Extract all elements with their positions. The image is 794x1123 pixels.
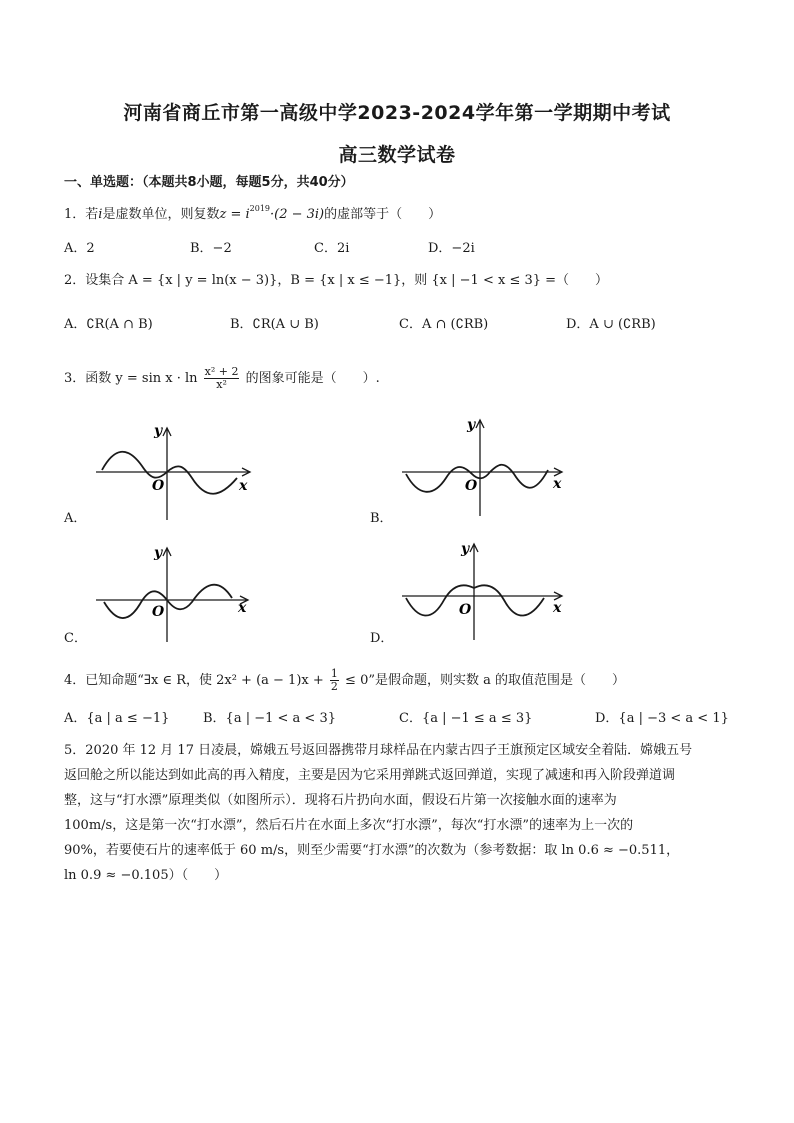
q4-fraction bbox=[330, 668, 339, 693]
q4-frac-num: 1 bbox=[330, 667, 338, 680]
q4-option-b: B．{a | −1 < a < 3} bbox=[203, 711, 336, 726]
q1-option-d: D．−2i bbox=[428, 241, 475, 256]
q4-option-c: C．{a | −1 ≤ a ≤ 3} bbox=[399, 711, 533, 726]
q2-option-a: A．∁R(A ∩ B) bbox=[64, 317, 153, 332]
q2-option-b: B．∁R(A ∪ B) bbox=[230, 317, 319, 332]
curve bbox=[406, 585, 544, 615]
exam-subtitle: 高三数学试卷 bbox=[338, 144, 456, 166]
q3-fraction bbox=[204, 366, 240, 391]
q4-frac-den: 2 bbox=[330, 680, 338, 693]
q5-paragraph bbox=[64, 738, 734, 888]
q5-line: 整，这与“打水漂”原理类似（如图所示）．现将石片扔向水面，假设石片第一次接触水面的速率为 bbox=[64, 793, 617, 808]
q3-stem-b: 的图象可能是（ ）. bbox=[245, 371, 380, 386]
q1-option-a: A．2 bbox=[64, 241, 95, 256]
q5-line: ln 0.9 ≈ −0.105）（ ） bbox=[64, 868, 228, 883]
q4-stem-a: 4．已知命题“∃x ∈ R，使 2x² + (a − 1)x + bbox=[64, 673, 324, 688]
q1-expr: z = i bbox=[219, 207, 250, 222]
q1-expr2: ·(2 − 3i) bbox=[270, 207, 325, 222]
axis-label-y: y bbox=[154, 545, 163, 561]
axis-label-x: x bbox=[553, 476, 562, 492]
origin-label: O bbox=[152, 478, 165, 494]
q1-exponent: 2019 bbox=[249, 204, 270, 213]
q4-option-d: D．{a | −3 < a < 1} bbox=[595, 711, 729, 726]
q3-option-c: C． bbox=[64, 631, 87, 646]
q2-option-d: D．A ∪ (∁RB) bbox=[566, 317, 656, 332]
q3-option-b: B． bbox=[370, 511, 393, 526]
q2-option-c: C．A ∩ (∁RB) bbox=[399, 317, 489, 332]
origin-label: O bbox=[459, 602, 472, 618]
q1-stem-b: i bbox=[98, 207, 103, 222]
q5-line: 返回舱之所以能达到如此高的再入精度，主要是因为它采用弹跳式返回弹道，实现了减速和再入阶段弹道调 bbox=[64, 768, 676, 783]
q3-graph-d bbox=[398, 538, 573, 643]
q3-graph-b bbox=[398, 414, 573, 519]
axis-label-x: x bbox=[239, 478, 248, 494]
section-heading: 一、单选题：（本题共8小题，每题5分，共40分） bbox=[64, 175, 354, 190]
q5-line: 5．2020 年 12 月 17 日凌晨，嫦娥五号返回器携带月球样品在内蒙古四子王旗预定区域安全着陆．嫦娥五号 bbox=[64, 743, 693, 758]
q5-line: 100m/s，这是第一次“打水漂”，然后石片在水面上多次“打水漂”，每次“打水漂”的速率为上一次的 bbox=[64, 818, 634, 833]
q1-stem-d: 的虚部等于（ ） bbox=[324, 207, 442, 222]
axis-label-y: y bbox=[461, 541, 470, 557]
q3-stem bbox=[64, 366, 380, 391]
axis-label-y: y bbox=[467, 417, 476, 433]
q3-graph-c bbox=[92, 540, 262, 645]
axis-label-x: x bbox=[553, 600, 562, 616]
curve bbox=[102, 452, 237, 494]
q1-option-b: B．−2 bbox=[190, 241, 232, 256]
q3-option-d: D． bbox=[370, 631, 394, 646]
q2-stem: 2．设集合 A = {x | y = ln(x − 3)}，B = {x | x ≤ −1}，则 {x | −1 < x ≤ 3} =（ ） bbox=[64, 273, 609, 288]
q3-stem-a: 3．函数 y = sin x · ln bbox=[64, 371, 198, 386]
q3-graph-a bbox=[92, 420, 262, 525]
q4-option-a: A．{a | a ≤ −1} bbox=[64, 711, 170, 726]
q3-frac-num: x² + 2 bbox=[204, 365, 239, 378]
q1-stem-c: 是虚数单位，则复数 bbox=[102, 207, 220, 222]
origin-label: O bbox=[465, 478, 478, 494]
q1-stem bbox=[64, 206, 441, 225]
origin-label: O bbox=[152, 604, 165, 620]
axis-label-x: x bbox=[238, 600, 247, 616]
q3-frac-den: x² bbox=[216, 378, 227, 391]
q4-stem bbox=[64, 668, 625, 693]
q5-line: 90%，若要使石片的速率低于 60 m/s，则至少需要“打水漂”的次数为（参考数据：取 ln 0.6 ≈ −0.511， bbox=[64, 843, 680, 858]
q4-stem-b: ≤ 0”是假命题，则实数 a 的取值范围是（ ） bbox=[345, 673, 626, 688]
q3-option-a: A． bbox=[64, 511, 87, 526]
q1-stem-a: 1．若 bbox=[64, 207, 99, 222]
q1-option-c: C．2i bbox=[314, 241, 350, 256]
curve bbox=[104, 585, 232, 618]
exam-title: 河南省商丘市第一高级中学2023-2024学年第一学期期中考试 bbox=[123, 102, 671, 124]
axis-label-y: y bbox=[154, 423, 163, 439]
